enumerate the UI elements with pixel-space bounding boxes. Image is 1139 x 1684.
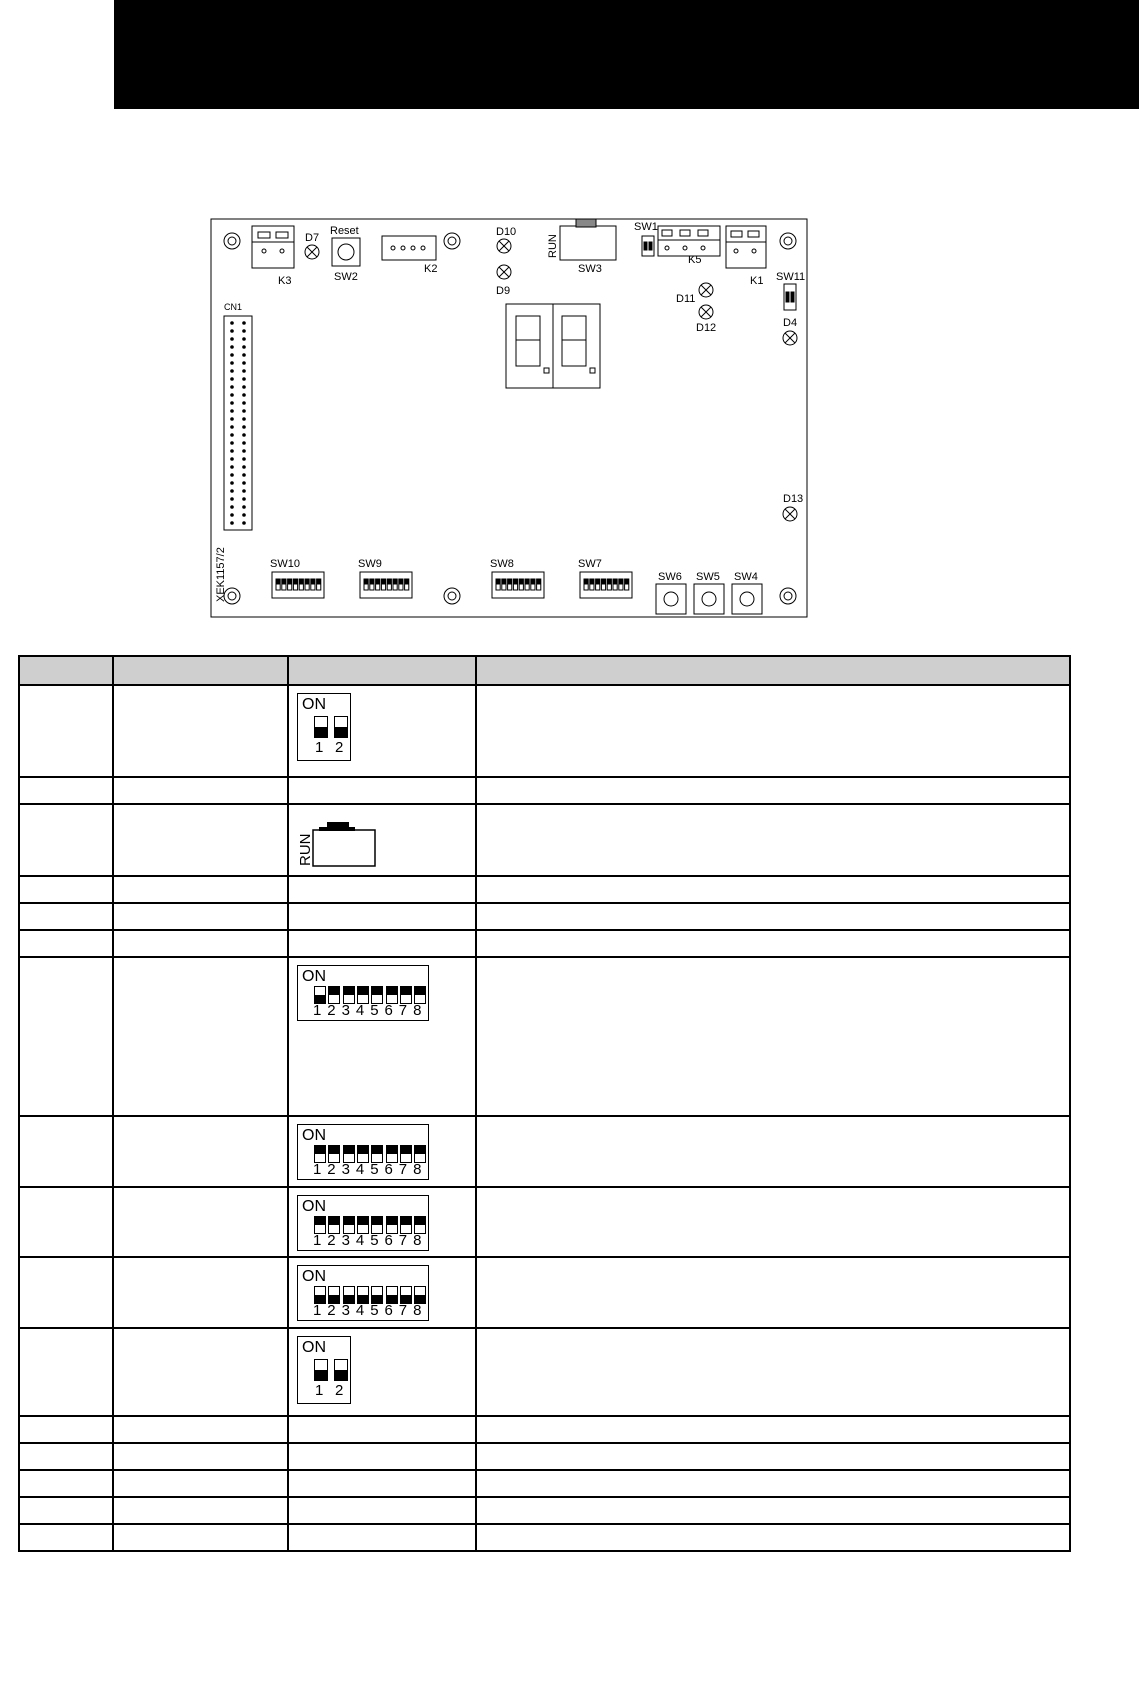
dip-on-label: ON bbox=[302, 1339, 326, 1356]
dip-lever-knob bbox=[405, 579, 409, 585]
dip-lever-knob bbox=[381, 579, 385, 585]
cn1-pin bbox=[230, 329, 234, 333]
header-cell bbox=[476, 656, 1070, 685]
table-cell bbox=[113, 1443, 288, 1470]
cn1-pin bbox=[242, 425, 246, 429]
dip-number: 2 bbox=[327, 1302, 336, 1319]
table-row bbox=[19, 804, 1070, 876]
table-cell bbox=[476, 1416, 1070, 1443]
d7-led bbox=[305, 245, 319, 259]
cn1-pin bbox=[242, 449, 246, 453]
table-row bbox=[19, 1524, 1070, 1551]
dip-lever-knob bbox=[293, 579, 297, 585]
dip-number: 1 bbox=[315, 739, 324, 756]
cn1-pin bbox=[242, 473, 246, 477]
sw7-label: SW7 bbox=[578, 558, 602, 570]
reset-label: Reset bbox=[330, 225, 359, 237]
sw6-button bbox=[656, 584, 686, 614]
table-cell bbox=[113, 685, 288, 777]
table-cell bbox=[113, 903, 288, 930]
table-cell bbox=[288, 1257, 476, 1328]
table-cell bbox=[476, 957, 1070, 1116]
sw6-label: SW6 bbox=[658, 571, 682, 583]
table-cell bbox=[19, 1497, 113, 1524]
cn1-pin bbox=[242, 377, 246, 381]
table-row bbox=[19, 1187, 1070, 1257]
table-cell bbox=[476, 1328, 1070, 1416]
table-cell bbox=[19, 685, 113, 777]
cn1-pin bbox=[230, 505, 234, 509]
table-cell bbox=[113, 957, 288, 1116]
table-cell bbox=[288, 876, 476, 903]
dip-number: 6 bbox=[384, 1302, 393, 1319]
cn1-pin bbox=[242, 441, 246, 445]
table-row bbox=[19, 1328, 1070, 1416]
sw3-label: SW3 bbox=[578, 263, 602, 275]
dip-lever-1 bbox=[314, 1359, 328, 1381]
dip-lever-2 bbox=[334, 716, 348, 738]
table-cell bbox=[113, 777, 288, 804]
table-cell bbox=[476, 1443, 1070, 1470]
cn1-label: CN1 bbox=[224, 302, 243, 312]
dip-number: 5 bbox=[370, 1302, 379, 1319]
table-cell bbox=[288, 1470, 476, 1497]
dip-number: 2 bbox=[327, 1232, 336, 1249]
dip-number: 1 bbox=[313, 1302, 322, 1319]
table-cell bbox=[288, 1443, 476, 1470]
settings-table bbox=[18, 655, 1071, 1552]
d11-led bbox=[699, 283, 713, 297]
d10-led bbox=[497, 239, 511, 253]
table-cell bbox=[19, 1524, 113, 1551]
cn1-pin bbox=[242, 513, 246, 517]
cn1-pin bbox=[242, 417, 246, 421]
dip-number: 4 bbox=[355, 1161, 365, 1178]
cn1-pin bbox=[230, 489, 234, 493]
cn1-pin bbox=[230, 377, 234, 381]
cn1-pin bbox=[242, 497, 246, 501]
cn1-pin bbox=[230, 457, 234, 461]
table-cell bbox=[19, 930, 113, 957]
d9-label: D9 bbox=[496, 285, 511, 297]
cn1-pin bbox=[230, 345, 234, 349]
table-cell bbox=[288, 1416, 476, 1443]
table-cell bbox=[19, 1328, 113, 1416]
table-cell bbox=[19, 1443, 113, 1470]
table-row bbox=[19, 930, 1070, 957]
table-cell bbox=[476, 1187, 1070, 1257]
cn1-pin bbox=[230, 417, 234, 421]
svg-text:RUN: RUN bbox=[297, 833, 314, 866]
xek-label: XEK1157/2 bbox=[215, 547, 227, 602]
dip-number: 8 bbox=[413, 1002, 422, 1019]
dip-switch-2-icon bbox=[297, 1336, 351, 1404]
dip-lever-knob bbox=[613, 579, 617, 585]
table-row bbox=[19, 903, 1070, 930]
header-cell bbox=[288, 656, 476, 685]
table-cell bbox=[288, 930, 476, 957]
table-cell bbox=[19, 1116, 113, 1187]
cn1-pin bbox=[230, 361, 234, 365]
table-cell bbox=[113, 876, 288, 903]
table-cell bbox=[113, 1328, 288, 1416]
dip-number: 8 bbox=[413, 1161, 422, 1178]
dip-on-label: ON bbox=[302, 1268, 326, 1285]
cn1-pin bbox=[230, 369, 234, 373]
dip-lever-1 bbox=[314, 716, 328, 738]
dip-lever-knob bbox=[376, 579, 380, 585]
sw4-label: SW4 bbox=[734, 571, 758, 583]
table-cell bbox=[476, 930, 1070, 957]
dip-switch-8-icon bbox=[297, 965, 429, 1021]
table-cell bbox=[19, 777, 113, 804]
dip-number: 7 bbox=[398, 1232, 408, 1249]
dip-lever-knob bbox=[305, 579, 309, 585]
sw1-label: SW1 bbox=[634, 221, 658, 233]
dip-switch-8-icon bbox=[297, 1265, 429, 1321]
dip-number: 2 bbox=[327, 1161, 336, 1178]
dip-lever-knob bbox=[513, 579, 517, 585]
table-row bbox=[19, 685, 1070, 777]
cn1-pin bbox=[242, 321, 246, 325]
d9-led bbox=[497, 265, 511, 279]
sw3-slide-switch bbox=[560, 226, 616, 260]
table-cell bbox=[476, 804, 1070, 876]
dip-lever-knob bbox=[317, 579, 321, 585]
dip-number: 6 bbox=[384, 1002, 393, 1019]
dip-lever-knob bbox=[370, 579, 374, 585]
dip-lever-knob bbox=[619, 579, 623, 585]
cn1-header bbox=[224, 316, 252, 530]
dip-lever-knob bbox=[364, 579, 368, 585]
table-row bbox=[19, 876, 1070, 903]
cn1-pin bbox=[230, 393, 234, 397]
dip-switch-8-icon bbox=[297, 1195, 429, 1251]
dip-number: 7 bbox=[398, 1161, 408, 1178]
sw10-label: SW10 bbox=[270, 558, 300, 570]
table-cell bbox=[288, 957, 476, 1116]
dip-switch-8-icon bbox=[297, 1124, 429, 1180]
cn1-pin bbox=[230, 513, 234, 517]
dip-number: 4 bbox=[355, 1232, 365, 1249]
table-row bbox=[19, 777, 1070, 804]
cn1-pin bbox=[230, 521, 234, 525]
dip-lever-knob bbox=[282, 579, 286, 585]
dip-lever-knob bbox=[393, 579, 397, 585]
cn1-pin bbox=[242, 393, 246, 397]
k1-label: K1 bbox=[750, 275, 764, 287]
k2-connector bbox=[382, 236, 436, 260]
d13-led bbox=[783, 507, 797, 521]
dip-number: 2 bbox=[335, 1382, 344, 1399]
table-row bbox=[19, 1416, 1070, 1443]
dip-number: 2 bbox=[335, 739, 344, 756]
table-cell bbox=[288, 1187, 476, 1257]
table-cell bbox=[476, 777, 1070, 804]
dip-lever-knob bbox=[508, 579, 512, 585]
dip-number: 3 bbox=[341, 1302, 350, 1319]
dip-number: 6 bbox=[384, 1232, 393, 1249]
table-cell bbox=[288, 777, 476, 804]
cn1-pin bbox=[242, 489, 246, 493]
table-row bbox=[19, 1443, 1070, 1470]
table-header-row bbox=[19, 656, 1070, 685]
dip-number: 5 bbox=[370, 1002, 379, 1019]
table-cell bbox=[476, 685, 1070, 777]
table-cell bbox=[288, 903, 476, 930]
k1-connector bbox=[726, 226, 766, 268]
dip-lever-knob bbox=[276, 579, 280, 585]
cn1-pin bbox=[242, 345, 246, 349]
dip-switch-2-icon bbox=[297, 693, 351, 761]
dip-lever-knob bbox=[584, 579, 588, 585]
dip-number: 1 bbox=[313, 1002, 322, 1019]
table-row bbox=[19, 1116, 1070, 1187]
header-cell bbox=[113, 656, 288, 685]
sw2-button bbox=[332, 238, 360, 266]
header-cell bbox=[19, 656, 113, 685]
cn1-pin bbox=[230, 481, 234, 485]
d11-label: D11 bbox=[676, 293, 696, 305]
dip-number: 4 bbox=[355, 1002, 365, 1019]
cn1-pin bbox=[230, 465, 234, 469]
sw9-label: SW9 bbox=[358, 558, 382, 570]
seven-segment-display bbox=[506, 304, 600, 388]
table-cell bbox=[288, 1497, 476, 1524]
cn1-pin bbox=[242, 505, 246, 509]
dip-lever-knob bbox=[537, 579, 541, 585]
table-cell bbox=[19, 957, 113, 1116]
dip-lever-knob bbox=[525, 579, 529, 585]
table-cell bbox=[19, 903, 113, 930]
cn1-pin bbox=[242, 433, 246, 437]
dip-on-label: ON bbox=[302, 968, 326, 985]
dip-number: 3 bbox=[341, 1232, 350, 1249]
table-cell bbox=[19, 1416, 113, 1443]
sw4-button bbox=[732, 584, 762, 614]
table-cell bbox=[113, 930, 288, 957]
dip-lever-knob bbox=[311, 579, 315, 585]
cn1-pin bbox=[230, 353, 234, 357]
cn1-pin bbox=[242, 457, 246, 461]
dip-lever-knob bbox=[496, 579, 500, 585]
cn1-pin bbox=[230, 473, 234, 477]
table-cell bbox=[476, 1116, 1070, 1187]
dip-number: 2 bbox=[327, 1002, 336, 1019]
dip-lever-knob bbox=[387, 579, 391, 585]
table-cell bbox=[113, 1524, 288, 1551]
table-cell bbox=[113, 1257, 288, 1328]
dip-lever-knob bbox=[625, 579, 629, 585]
dip-number: 5 bbox=[370, 1161, 379, 1178]
k3-label: K3 bbox=[278, 275, 292, 287]
dip-lever-knob bbox=[399, 579, 403, 585]
pcb-board-diagram bbox=[210, 218, 808, 618]
cn1-pin bbox=[230, 321, 234, 325]
table-cell bbox=[476, 1257, 1070, 1328]
table-cell bbox=[19, 1257, 113, 1328]
table-cell bbox=[113, 1187, 288, 1257]
cn1-pin bbox=[230, 441, 234, 445]
cn1-pin bbox=[242, 401, 246, 405]
k2-label: K2 bbox=[424, 263, 438, 275]
run-slide-switch-icon bbox=[297, 812, 379, 870]
cn1-pin bbox=[242, 409, 246, 413]
dip-number: 4 bbox=[355, 1302, 365, 1319]
dip-on-label: ON bbox=[302, 1127, 326, 1144]
table-cell bbox=[476, 1524, 1070, 1551]
dip-lever-knob bbox=[531, 579, 535, 585]
table-cell bbox=[288, 685, 476, 777]
table-cell bbox=[288, 1524, 476, 1551]
dip-on-label: ON bbox=[302, 1198, 326, 1215]
table-row bbox=[19, 1257, 1070, 1328]
cn1-pin bbox=[242, 385, 246, 389]
dip-lever-knob bbox=[601, 579, 605, 585]
d12-led bbox=[699, 305, 713, 319]
table-cell bbox=[288, 1328, 476, 1416]
sw5-label: SW5 bbox=[696, 571, 720, 583]
table-cell bbox=[19, 876, 113, 903]
d10-label: D10 bbox=[496, 226, 517, 238]
dip-number: 3 bbox=[341, 1161, 350, 1178]
dip-lever-knob bbox=[590, 579, 594, 585]
cn1-pin bbox=[242, 329, 246, 333]
table-cell bbox=[288, 804, 476, 876]
cn1-pin bbox=[230, 497, 234, 501]
cn1-pin bbox=[242, 337, 246, 341]
dip-lever-2 bbox=[334, 1359, 348, 1381]
d4-label: D4 bbox=[783, 317, 798, 329]
dip-lever-knob bbox=[607, 579, 611, 585]
table-cell bbox=[19, 1187, 113, 1257]
table-cell bbox=[113, 1470, 288, 1497]
header-bar bbox=[114, 0, 1139, 109]
cn1-pin bbox=[230, 449, 234, 453]
sw8-label: SW8 bbox=[490, 558, 514, 570]
sw2-label: SW2 bbox=[334, 271, 358, 283]
table-cell bbox=[19, 1470, 113, 1497]
dip-on-label: ON bbox=[302, 696, 326, 713]
dip-number: 3 bbox=[341, 1002, 350, 1019]
table-cell bbox=[113, 804, 288, 876]
dip-number: 5 bbox=[370, 1232, 379, 1249]
dip-number: 8 bbox=[413, 1232, 422, 1249]
table-cell bbox=[476, 903, 1070, 930]
k3-connector bbox=[252, 226, 294, 268]
dip-lever-knob bbox=[502, 579, 506, 585]
cn1-pin bbox=[230, 409, 234, 413]
k5-connector bbox=[658, 226, 720, 256]
cn1-pin bbox=[230, 385, 234, 389]
cn1-pin bbox=[230, 425, 234, 429]
cn1-pin bbox=[242, 369, 246, 373]
run-label: RUN bbox=[547, 234, 559, 258]
cn1-pin bbox=[242, 465, 246, 469]
dip-lever-knob bbox=[596, 579, 600, 585]
dip-number: 1 bbox=[313, 1232, 322, 1249]
cn1-pin bbox=[230, 401, 234, 405]
d7-label: D7 bbox=[305, 232, 320, 244]
dip-lever-knob bbox=[288, 579, 292, 585]
dip-lever-knob bbox=[299, 579, 303, 585]
dip-number: 1 bbox=[315, 1382, 324, 1399]
table-cell bbox=[476, 1497, 1070, 1524]
cn1-pin bbox=[242, 521, 246, 525]
table-cell bbox=[19, 804, 113, 876]
cn1-pin bbox=[242, 353, 246, 357]
cn1-pin bbox=[230, 433, 234, 437]
cn1-pin bbox=[242, 361, 246, 365]
dip-number: 8 bbox=[413, 1302, 422, 1319]
cn1-pin bbox=[230, 337, 234, 341]
cn1-pin bbox=[242, 481, 246, 485]
table-cell bbox=[476, 876, 1070, 903]
dip-number: 7 bbox=[398, 1002, 408, 1019]
dip-number: 1 bbox=[313, 1161, 322, 1178]
dip-number: 6 bbox=[384, 1161, 393, 1178]
table-cell bbox=[113, 1416, 288, 1443]
k5-label: K5 bbox=[688, 254, 702, 266]
sw11-label: SW11 bbox=[776, 271, 806, 283]
table-cell bbox=[113, 1497, 288, 1524]
sw5-button bbox=[694, 584, 724, 614]
d13-label: D13 bbox=[783, 493, 804, 505]
dip-number: 7 bbox=[398, 1302, 408, 1319]
table-cell bbox=[113, 1116, 288, 1187]
table-row bbox=[19, 957, 1070, 1116]
table-row bbox=[19, 1497, 1070, 1524]
dip-lever-knob bbox=[519, 579, 523, 585]
d12-label: D12 bbox=[696, 322, 717, 334]
d4-led bbox=[783, 331, 797, 345]
table-row bbox=[19, 1470, 1070, 1497]
table-cell bbox=[288, 1116, 476, 1187]
table-cell bbox=[476, 1470, 1070, 1497]
